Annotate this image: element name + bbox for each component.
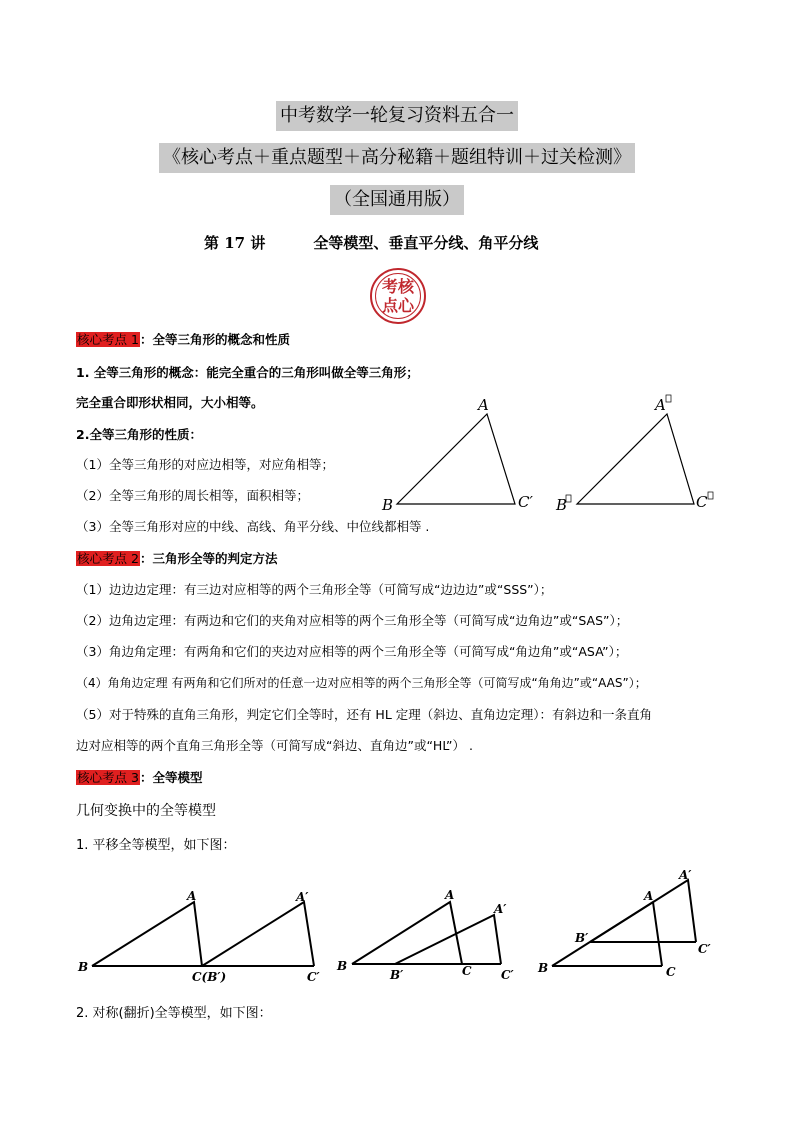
lecture-topic: 全等模型、垂直平分线、角平分线 (313, 234, 539, 252)
lecture-title (204, 232, 538, 253)
f1-label-a-prime: A′ (296, 890, 309, 904)
f1-label-b: B (78, 960, 89, 974)
section3-title: ：全等模型 (139, 770, 203, 785)
s1-item1b: 完全重合即形状相同，大小相等。 (76, 395, 264, 410)
f2-label-b-prime: B′ (390, 968, 404, 982)
f2-label-a: A (445, 888, 455, 902)
f3-label-a: A (644, 889, 654, 903)
section3-heading (76, 768, 202, 786)
core-points-seal (370, 268, 426, 324)
triangle-abc (397, 414, 515, 504)
f1-label-c-prime: C′ (307, 970, 320, 984)
f3-label-b: B (538, 961, 549, 975)
translation-model-2 (352, 902, 501, 964)
translation-model-3 (552, 880, 696, 966)
congruent-triangles-figure (370, 390, 730, 520)
lecture-number: 第 17 讲 (204, 234, 266, 252)
s1-p2: （2）全等三角形的周长相等，面积相等； (76, 488, 309, 503)
translation-model-1 (92, 902, 314, 966)
seal-line2: 点心 (381, 296, 414, 315)
s2-l5: （5）对于特殊的直角三角形，判定它们全等时，还有 HL 定理（斜边、直角边定理）：有斜边和一条直角 (76, 707, 653, 722)
label-c: C′ (518, 493, 533, 511)
section1-heading (76, 330, 290, 348)
s2-l1: （1）边边边定理：有三边对应相等的两个三角形全等（可简写成“边边边”或“SSS”）； (76, 582, 553, 597)
s3-m1: 1. 平移全等模型，如下图： (76, 838, 236, 853)
doc-title: 中考数学一轮复习资料五合一 (276, 101, 518, 131)
doc-subtitle: 《核心考点＋重点题型＋高分秘籍＋题组特训＋过关检测》 (159, 143, 635, 173)
f3-label-c-prime: C′ (698, 942, 711, 956)
label-a-prime: A (655, 396, 666, 414)
s1-item1: 1. 全等三角形的概念：能完全重合的三角形叫做全等三角形； (76, 365, 419, 380)
s3-sub: 几何变换中的全等模型 (76, 803, 216, 819)
label-b-prime: B (556, 496, 568, 514)
f2-label-c-prime: C′ (501, 968, 514, 982)
s2-l3: （3）角边角定理：有两角和它们的夹边对应相等的两个三角形全等（可简写成“角边角”或“ASA”）； (76, 644, 628, 659)
prime-box-c (708, 492, 713, 499)
label-b: B (382, 496, 394, 514)
section2-heading (76, 549, 277, 567)
section3-tag: 核心考点 3 (77, 770, 139, 785)
label-a: A (478, 396, 489, 414)
f2-label-a-prime: A′ (494, 902, 507, 916)
f3-label-a-prime: A′ (679, 868, 692, 882)
f3-label-c: C (666, 965, 676, 979)
f2-label-b: B (337, 959, 348, 973)
s1-p1: （1）全等三角形的对应边相等，对应角相等； (76, 457, 334, 472)
f1-label-cb: C(B′) (192, 970, 227, 984)
section2-tag: 核心考点 2 (77, 551, 139, 566)
f1-label-a: A (187, 889, 197, 903)
f2-label-c: C (462, 964, 472, 978)
triangle-abc-prime (577, 414, 694, 504)
label-c-prime: C (696, 493, 708, 511)
s2-l2: （2）边角边定理：有两边和它们的夹角对应相等的两个三角形全等（可简写成“边角边”或“SAS”）； (76, 613, 629, 628)
prime-box-a (666, 395, 671, 402)
section1-tag: 核心考点 1 (77, 332, 139, 347)
s2-l5b: 边对应相等的两个直角三角形全等（可简写成“斜边、直角边”或“HL”） . (76, 738, 473, 753)
s2-l4: （4）角角边定理 有两角和它们所对的任意一边对应相等的两个三角形全等（可简写成“角角边”或“AAS”）； (76, 676, 647, 690)
s1-p3: （3）全等三角形对应的中线、高线、角平分线、中位线都相等 . (76, 519, 430, 534)
doc-edition: （全国通用版） (330, 185, 464, 215)
s1-item2: 2.全等三角形的性质： (76, 427, 202, 442)
seal-line1: 考核 (381, 277, 414, 296)
section1-title: ：全等三角形的概念和性质 (139, 332, 290, 347)
translation-models-figure (70, 860, 740, 990)
s3-m2: 2. 对称(翻折)全等模型，如下图： (76, 1006, 272, 1021)
f3-label-b-prime: B′ (575, 931, 589, 945)
section2-title: ：三角形全等的判定方法 (139, 551, 278, 566)
